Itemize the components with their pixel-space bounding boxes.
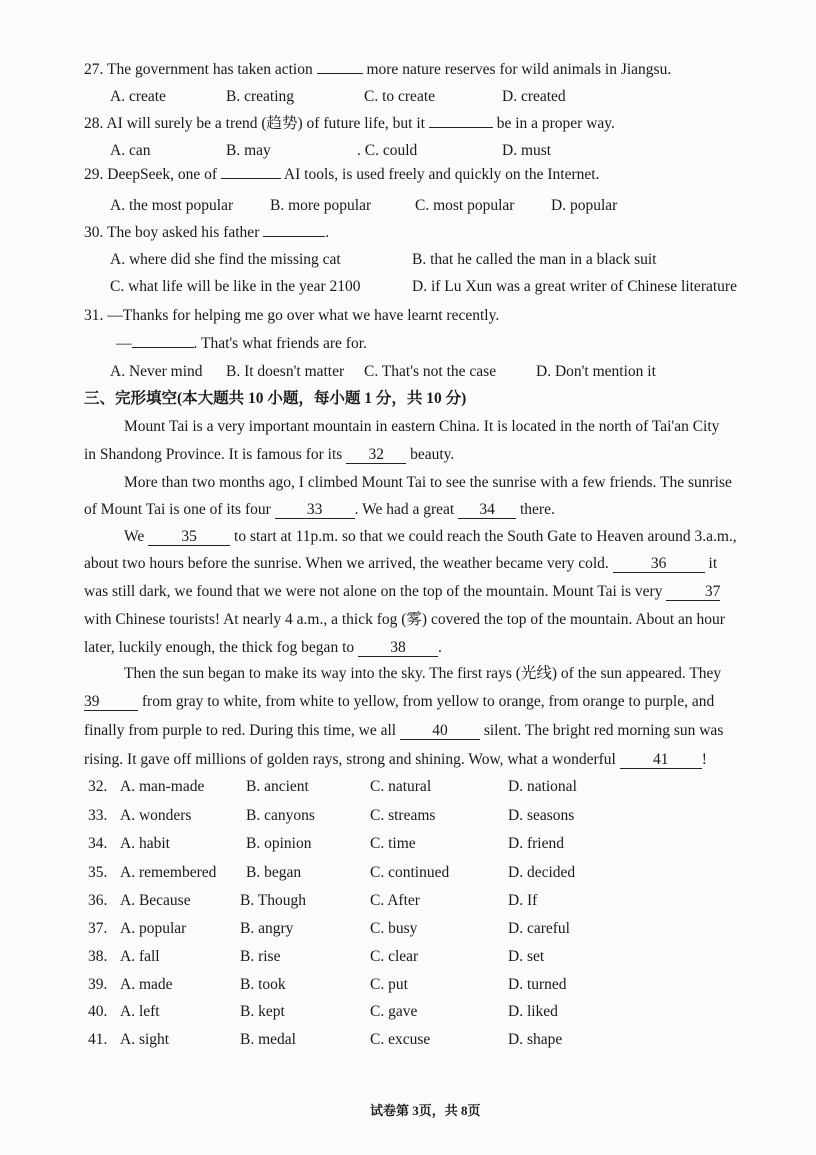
option-number: 35. (88, 864, 108, 881)
option-b: B. began (246, 864, 302, 881)
passage-text: was still dark, we found that we were not alone on the top of the mountain. Mount Tai is very (84, 583, 663, 600)
passage-line (84, 721, 723, 741)
answer-blank[interactable] (429, 127, 493, 128)
passage-text: ! (701, 751, 707, 768)
stem-text: more nature reserves for wild animals in Jiangsu. (366, 61, 672, 78)
option-number: 39. (88, 976, 108, 993)
option-a: A. Because (120, 892, 191, 909)
passage-text: of Mount Tai is one of its four (84, 501, 271, 518)
option-b: B. Though (240, 892, 307, 909)
passage-text: finally from purple to red. During this time, we all (84, 722, 397, 739)
option-d: D. shape (508, 1031, 563, 1048)
option-b: B. opinion (246, 835, 312, 852)
stem-text: The government has taken action (106, 61, 313, 78)
q27-option-a: A. create (110, 88, 166, 105)
q31-option-c: C. That's not the case (364, 363, 497, 380)
q31-option-b: B. It doesn't matter (226, 363, 345, 380)
q31-option-d: D. Don't mention it (536, 363, 656, 380)
q27-option-d: D. created (502, 88, 566, 105)
option-d: D. liked (508, 1003, 558, 1020)
option-b: B. angry (240, 920, 294, 937)
option-a: A. remembered (120, 864, 217, 881)
blank-33[interactable]: 33 (275, 501, 355, 519)
passage-text: to start at 11p.m. so that we could reach the South Gate to Heaven around 3.a.m., (234, 528, 737, 545)
blank-40[interactable]: 40 (400, 722, 480, 740)
option-c: C. put (370, 976, 408, 993)
q28-option-b: B. may (226, 142, 271, 159)
passage-text: We (124, 528, 145, 545)
passage-line (84, 445, 454, 465)
question-27-stem (84, 60, 671, 80)
q30-option-a: A. where did she find the missing cat (110, 251, 341, 268)
q27-option-c: C. to create (364, 88, 436, 105)
option-a: A. fall (120, 948, 160, 965)
option-c: C. busy (370, 920, 418, 937)
option-c: C. gave (370, 1003, 418, 1020)
q29-option-d: D. popular (551, 197, 618, 214)
passage-text: silent. The bright red morning sun was (483, 722, 724, 739)
passage-text: . (438, 639, 442, 656)
blank-36[interactable]: 36 (613, 555, 705, 573)
answer-blank[interactable] (263, 236, 325, 237)
option-c: C. time (370, 835, 416, 852)
option-d: D. turned (508, 976, 567, 993)
question-number: 28. (84, 115, 104, 132)
passage-line: More than two months ago, I climbed Mount Tai to see the sunrise with a few friends. The sunrise (124, 474, 732, 491)
question-number: 30. (84, 224, 104, 241)
passage-line: Mount Tai is a very important mountain in eastern China. It is located in the north of Tai'an City (124, 418, 720, 435)
option-number: 41. (88, 1031, 108, 1048)
passage-line (84, 638, 442, 658)
q31-option-a: A. Never mind (110, 363, 203, 380)
question-31-response (116, 334, 367, 354)
option-d: D. seasons (508, 807, 575, 824)
option-number: 37. (88, 920, 108, 937)
stem-text: AI will surely be a trend (趋势) of future life, but it (106, 115, 425, 132)
option-d: D. friend (508, 835, 564, 852)
option-c: C. continued (370, 864, 450, 881)
passage-text: from gray to white, from white to yellow, from yellow to orange, from orange to purple, and (141, 693, 715, 710)
option-d: D. If (508, 892, 538, 909)
passage-line (84, 500, 555, 520)
passage-line (124, 527, 737, 547)
option-d: D. decided (508, 864, 576, 881)
option-c: C. After (370, 892, 420, 909)
question-28-stem (84, 114, 615, 134)
option-c: C. streams (370, 807, 436, 824)
passage-line (84, 692, 714, 712)
option-a: A. sight (120, 1031, 170, 1048)
section-title: 三、完形填空(本大题共 10 小题，每小题 1 分，共 10 分) (84, 390, 467, 407)
q28-option-c: . C. could (357, 142, 418, 159)
option-number: 32. (88, 778, 108, 795)
option-c: C. clear (370, 948, 419, 965)
answer-blank[interactable] (221, 178, 281, 179)
q28-option-d: D. must (502, 142, 552, 159)
option-d: D. careful (508, 920, 570, 937)
q30-option-c: C. what life will be like in the year 2100 (110, 278, 361, 295)
answer-blank[interactable] (317, 73, 363, 74)
option-d: D. national (508, 778, 577, 795)
option-number: 34. (88, 835, 108, 852)
q30-option-d: D. if Lu Xun was a great writer of Chinese literature (412, 278, 737, 295)
stem-text: —Thanks for helping me go over what we have learnt recently. (107, 307, 500, 324)
question-31-stem (84, 306, 499, 326)
passage-text: there. (520, 501, 555, 518)
option-number: 33. (88, 807, 108, 824)
option-number: 40. (88, 1003, 108, 1020)
option-d: D. set (508, 948, 545, 965)
blank-32[interactable]: 32 (346, 446, 406, 464)
q27-option-b: B. creating (226, 88, 295, 105)
option-b: B. kept (240, 1003, 285, 1020)
question-29-stem (84, 165, 599, 185)
page-footer: 试卷第 3页，共 8页 (370, 1103, 481, 1118)
q28-option-a: A. can (110, 142, 151, 159)
passage-text: in Shandong Province. It is famous for its (84, 446, 343, 463)
option-number: 38. (88, 948, 108, 965)
question-number: 27. (84, 61, 104, 78)
q30-option-b: B. that he called the man in a black suit (412, 251, 657, 268)
passage-text: . We had a great (354, 501, 455, 518)
option-a: A. habit (120, 835, 170, 852)
passage-text: it (708, 555, 718, 572)
stem-text: be in a proper way. (496, 115, 615, 132)
blank-38[interactable]: 38 (358, 639, 438, 657)
option-a: A. made (120, 976, 173, 993)
option-number: 36. (88, 892, 108, 909)
option-a: A. man-made (120, 778, 205, 795)
option-a: A. popular (120, 920, 187, 937)
blank-35[interactable]: 35 (148, 528, 230, 546)
blank-41[interactable]: 41 (620, 751, 702, 769)
passage-text: later, luckily enough, the thick fog began to (84, 639, 355, 656)
passage-text: rising. It gave off millions of golden rays, strong and shining. Wow, what a wonderful (84, 751, 616, 768)
stem-text: . That's what friends are for. (193, 335, 367, 352)
question-number: 29. (84, 166, 104, 183)
q29-option-c: C. most popular (415, 197, 515, 214)
stem-text: The boy asked his father (106, 224, 260, 241)
passage-line: with Chinese tourists! At nearly 4 a.m., a thick fog (雾) covered the top of the mountain. About an hour (84, 611, 725, 628)
q29-option-a: A. the most popular (110, 197, 234, 214)
passage-text: beauty. (410, 446, 455, 463)
blank-39[interactable]: 39 (84, 693, 138, 711)
question-number: 31. (84, 307, 104, 324)
stem-text: . (325, 224, 330, 241)
blank-37[interactable]: 37 (666, 583, 720, 601)
q29-option-b: B. more popular (270, 197, 372, 214)
option-a: A. left (120, 1003, 160, 1020)
option-b: B. canyons (246, 807, 315, 824)
stem-text: AI tools, is used freely and quickly on the Internet. (283, 166, 600, 183)
passage-text: about two hours before the sunrise. When we arrived, the weather became very cold. (84, 555, 609, 572)
option-b: B. rise (240, 948, 281, 965)
option-c: C. natural (370, 778, 432, 795)
option-c: C. excuse (370, 1031, 431, 1048)
option-b: B. medal (240, 1031, 296, 1048)
answer-blank[interactable] (132, 347, 194, 348)
passage-line: Then the sun began to make its way into the sky. The first rays (光线) of the sun appeared. They (124, 665, 722, 682)
option-b: B. took (240, 976, 286, 993)
stem-text: DeepSeek, one of (107, 166, 217, 183)
option-b: B. ancient (246, 778, 309, 795)
passage-line (84, 554, 717, 574)
dash: — (116, 335, 132, 352)
option-a: A. wonders (120, 807, 192, 824)
passage-line (84, 750, 707, 770)
question-30-stem (84, 223, 329, 243)
passage-line (84, 582, 720, 602)
blank-34[interactable]: 34 (458, 501, 516, 519)
